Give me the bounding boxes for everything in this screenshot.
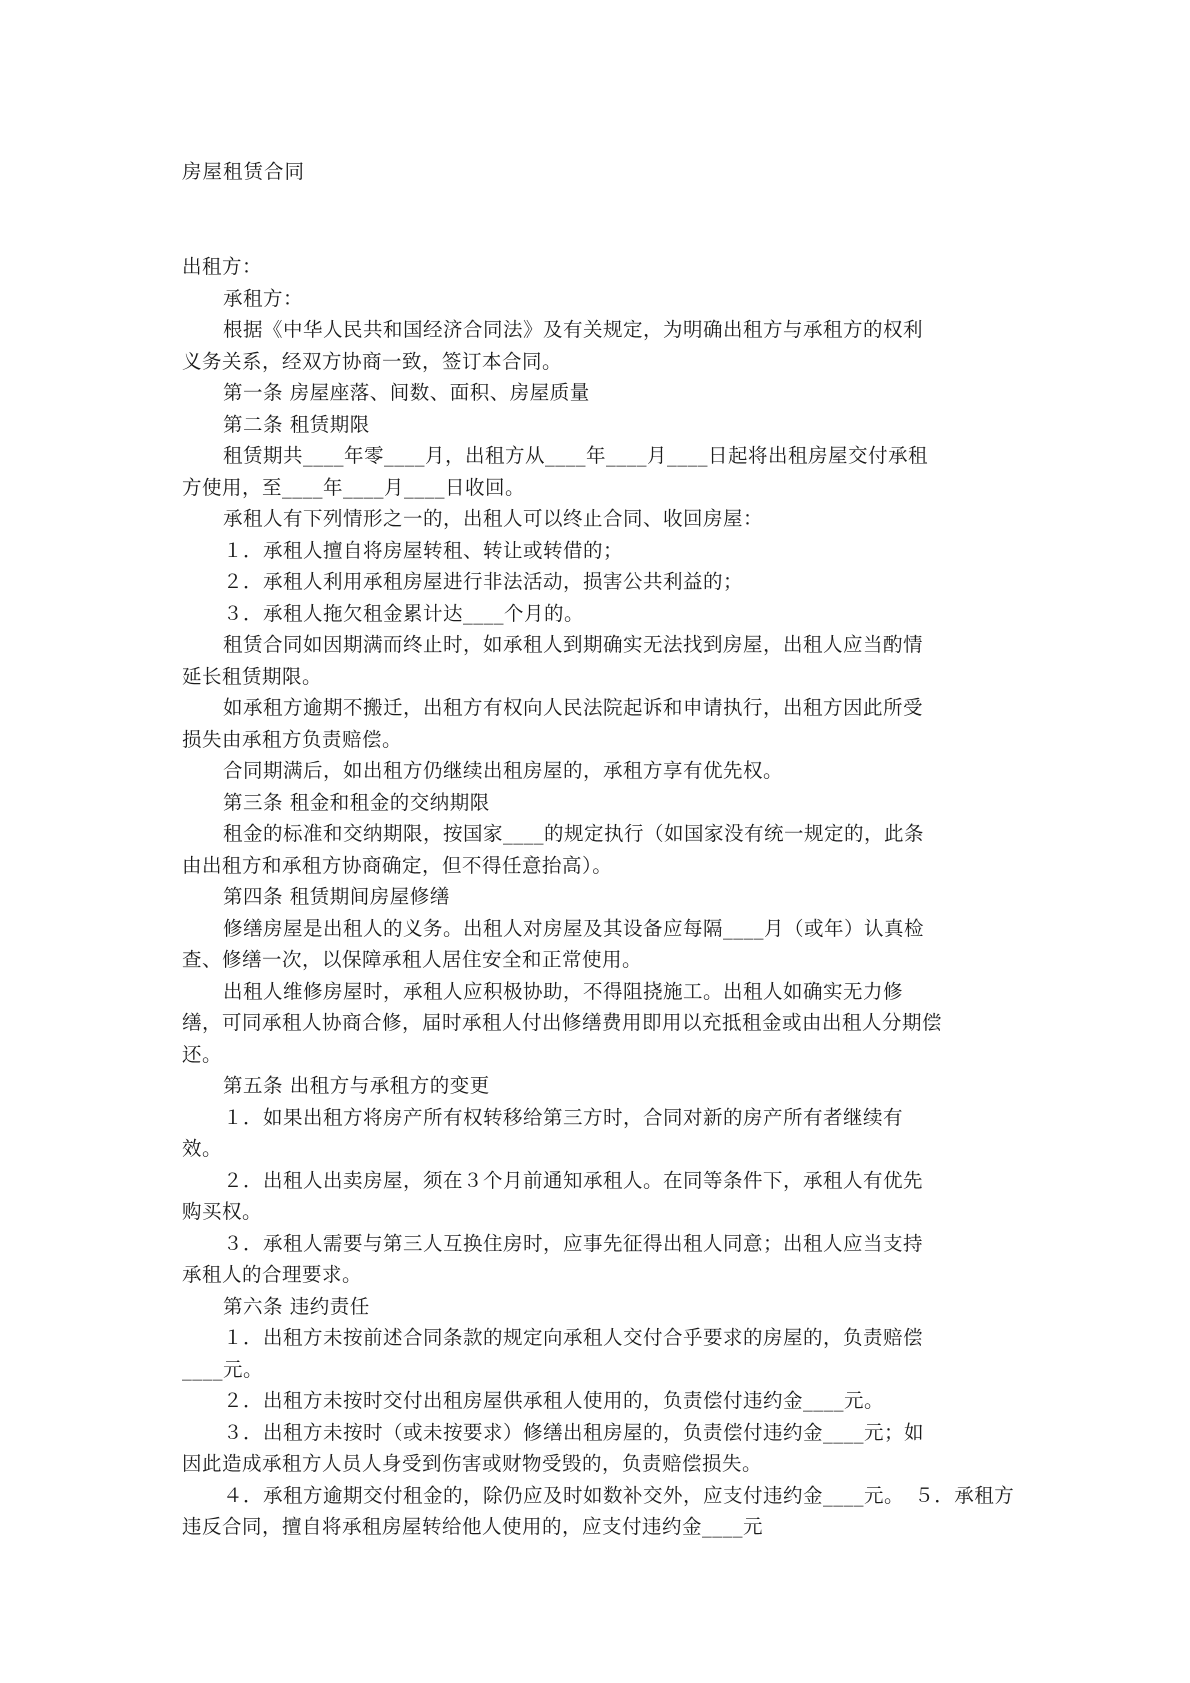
paragraph: 第三条 租金和租金的交纳期限 xyxy=(223,790,490,814)
paragraph: 第五条 出租方与承租方的变更 xyxy=(223,1074,490,1097)
paragraph: １．承租人擅自将房屋转租、转让或转借的； xyxy=(223,538,624,562)
paragraph: 修缮房屋是出租人的义务。出租人对房屋及其设备应每隔____月（或年）认真检查、修缮一次，以保障承租人居住安全和正常使用。 xyxy=(182,916,925,971)
paragraph: 第一条 房屋座落、间数、面积、房屋质量 xyxy=(223,381,590,404)
paragraph: 出租方： xyxy=(182,255,263,278)
paragraph: ３．承租人拖欠租金累计达____个月的。 xyxy=(223,601,585,625)
paragraph: ２．出租方未按时交付出租房屋供承租人使用的，负责偿付违约金____元。 xyxy=(223,1389,885,1412)
document-body xyxy=(182,251,1015,1543)
paragraph: 承租人有下列情形之一的，出租人可以终止合同、收回房屋： xyxy=(223,507,764,530)
paragraph: ２．出租人出卖房屋，须在３个月前通知承租人。在同等条件下，承租人有优先购买权。 xyxy=(182,1168,924,1223)
paragraph: 租赁期共____年零____月，出租方从____年____月____日起将出租房屋交付承租方使用，至____年____月____日收回。 xyxy=(182,444,929,499)
paragraph: 租赁合同如因期满而终止时，如承租人到期确实无法找到房屋，出租人应当酌情延长租赁期限。 xyxy=(182,633,924,688)
paragraph: 出租人维修房屋时，承租人应积极协助，不得阻挠施工。出租人如确实无力修缮，可同承租人协商合修，届时承租人付出修缮费用即用以充抵租金或由出租人分期偿还。 xyxy=(182,979,943,1066)
paragraph: １．如果出租方将房产所有权转移给第三方时，合同对新的房产所有者继续有效。 xyxy=(182,1105,904,1160)
paragraph: 根据《中华人民共和国经济合同法》及有关规定，为明确出租方与承租方的权利义务关系，经双方协商一致，签订本合同。 xyxy=(182,318,924,373)
paragraph: ３．承租人需要与第三人互换住房时，应事先征得出租人同意；出租人应当支持承租人的合理要求。 xyxy=(182,1231,924,1286)
paragraph: 第六条 违约责任 xyxy=(223,1294,370,1318)
paragraph: ２．承租人利用承租房屋进行非法活动，损害公共利益的； xyxy=(223,570,744,593)
paragraph: 租金的标准和交纳期限，按国家____的规定执行（如国家没有统一规定的，此条由出租方和承租方协商确定，但不得任意抬高）。 xyxy=(182,822,925,877)
paragraph: 如承租方逾期不搬迁，出租方有权向人民法院起诉和申请执行，出租方因此所受损失由承租方负责赔偿。 xyxy=(182,696,924,751)
paragraph: 合同期满后，如出租方仍继续出租房屋的，承租方享有优先权。 xyxy=(223,759,784,782)
paragraph: 承租方： xyxy=(223,286,304,310)
paragraph: ４．承租方逾期交付租金的，除仍应及时如数补交外，应支付违约金____元。 ５．承租方违反合同，擅自将承租房屋转给他人使用的，应支付违约金____元 xyxy=(182,1483,1015,1538)
paragraph: 第二条 租赁期限 xyxy=(223,412,370,436)
paragraph: 第四条 租赁期间房屋修缮 xyxy=(223,885,450,908)
paragraph: ３．出租方未按时（或未按要求）修缮出租房屋的，负责偿付违约金____元；如因此造成承租方人员人身受到伤害或财物受毁的，负责赔偿损失。 xyxy=(182,1420,925,1475)
paragraph: １．出租方未按前述合同条款的规定向承租人交付合乎要求的房屋的，负责赔偿____元。 xyxy=(182,1326,924,1381)
document-title: 房屋租赁合同 xyxy=(182,160,306,183)
